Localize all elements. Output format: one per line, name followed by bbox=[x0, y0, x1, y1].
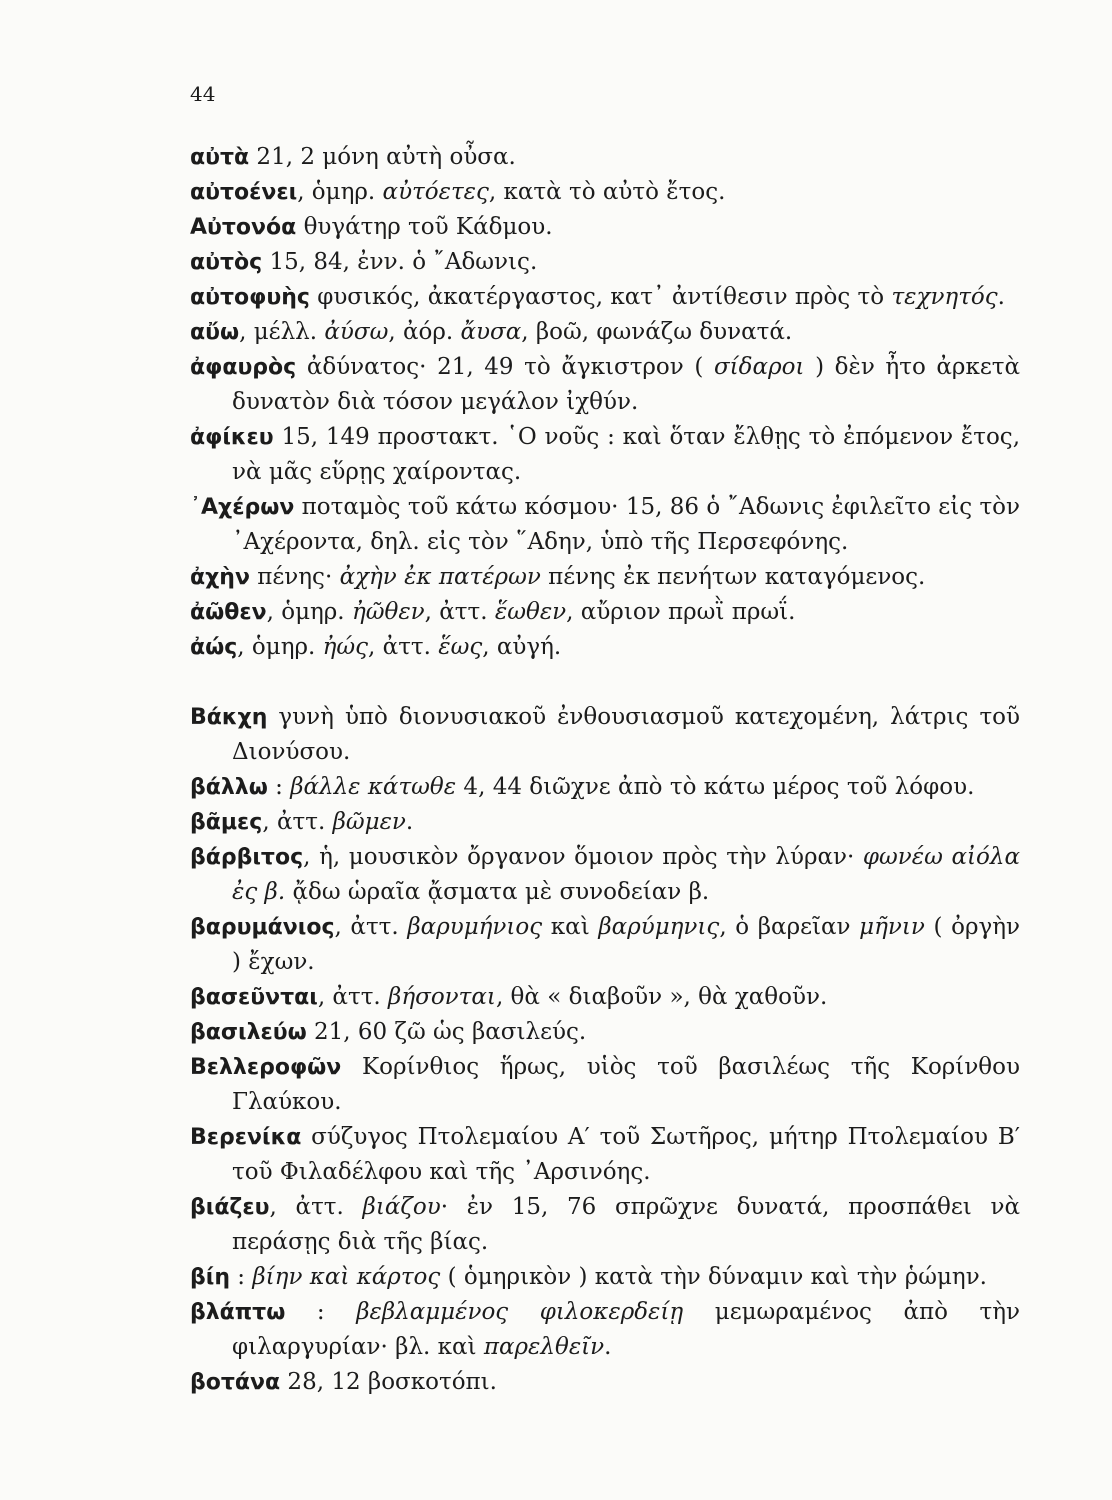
entry-headword: αὐτὸς bbox=[190, 250, 263, 275]
entry-definition-text: 15, 149 προστακτ. ῾Ο νοῦς : καὶ ὅταν ἔλθῃς τὸ ἐπόμενον ἔτος, νὰ μᾶς εὕρῃς χαίροντας. bbox=[232, 424, 1020, 485]
entry-definition-text: ἀδύνατος· 21, 49 τὸ ἄγκιστρον ( bbox=[296, 354, 714, 380]
entry-definition-text: , ὁμηρ. bbox=[266, 599, 352, 625]
glossary-entry bbox=[190, 1365, 1020, 1400]
entry-citation-italic: βεβλαμμένος φιλοκερδείῃ bbox=[356, 1299, 684, 1325]
entry-headword: Βελλεροφῶν bbox=[190, 1055, 342, 1080]
entry-citation-italic: ἕωθεν bbox=[494, 599, 567, 625]
entry-definition-text: ᾄδω ὡραῖα ᾄσματα μὲ συνοδείαν β. bbox=[285, 879, 710, 905]
glossary-entry bbox=[190, 805, 1020, 840]
glossary-entry bbox=[190, 700, 1020, 770]
entry-definition-text: 21, 2 μόνη αὐτὴ οὖσα. bbox=[249, 144, 516, 170]
entry-headword: αὔω bbox=[190, 320, 240, 345]
entry-definition-text: , θὰ « διαβοῦν », θὰ χαθοῦν. bbox=[495, 984, 828, 1010]
entry-citation-italic: παρελθεῖν bbox=[483, 1334, 605, 1360]
entry-citation-italic: βῶμεν bbox=[332, 809, 406, 835]
entry-definition-text: , αὐγή. bbox=[482, 634, 562, 660]
entry-headword: αὐτοένει bbox=[190, 180, 298, 205]
entry-citation-italic: αὐτόετες bbox=[382, 179, 489, 205]
entry-definition-text: , αὔριον πρωῒ πρωΐ. bbox=[566, 599, 796, 625]
entry-citation-italic: μῆνιν bbox=[859, 914, 925, 940]
entry-citation-italic: βαρυμήνιος bbox=[407, 914, 543, 940]
entry-definition-text: , ὁ βαρεῖαν bbox=[719, 914, 860, 940]
entry-headword: ᾽Αχέρων bbox=[190, 495, 295, 520]
entry-headword: ἀφαυρὸς bbox=[190, 355, 297, 380]
entry-citation-italic: βήσονται bbox=[388, 984, 496, 1010]
entry-definition-text: φυσικός, ἀκατέργαστος, κατ᾽ ἀντίθεσιν πρὸς τὸ bbox=[309, 284, 892, 310]
entry-definition-text: , ἀόρ. bbox=[388, 319, 461, 345]
page-number: 44 bbox=[190, 82, 216, 106]
glossary-entry bbox=[190, 840, 1020, 910]
entry-definition-text: , βοῶ, φωνάζω δυνατά. bbox=[521, 319, 793, 345]
glossary-entry bbox=[190, 770, 1020, 805]
entry-definition-text: , ἀττ. bbox=[262, 809, 333, 835]
entry-definition-text: . bbox=[997, 284, 1005, 310]
entry-citation-italic: βάλλε κάτωθε bbox=[290, 774, 457, 800]
entry-definition-text: 15, 84, ἐνν. ὁ ῎Αδωνις. bbox=[262, 249, 538, 275]
entry-definition-text: ( ὁμηρικὸν ) κατὰ τὴν δύναμιν καὶ τὴν ῥώμην. bbox=[440, 1264, 987, 1290]
entry-definition-text: , ἀττ. bbox=[269, 1194, 363, 1220]
entry-definition-text: · ἐν 15, 76 σπρῶχνε δυνατά, προσπάθει νὰ περάσῃς διὰ τῆς βίας. bbox=[232, 1194, 1020, 1255]
glossary-entry bbox=[190, 210, 1020, 245]
entry-headword: ἀώς bbox=[190, 635, 238, 660]
glossary-entry bbox=[190, 1260, 1020, 1295]
glossary-entry bbox=[190, 910, 1020, 980]
entry-citation-italic: βιάζου bbox=[362, 1194, 441, 1220]
entry-definition-text: γυνὴ ὑπὸ διονυσιακοῦ ἐνθουσιασμοῦ κατεχομένη, λάτρις τοῦ Διονύσου. bbox=[232, 704, 1020, 765]
entry-headword: βίη bbox=[190, 1265, 230, 1290]
entry-headword: βασεῦνται bbox=[190, 985, 318, 1010]
entry-headword: αὐτοφυὴς bbox=[190, 285, 310, 310]
glossary-entry bbox=[190, 420, 1020, 490]
entry-definition-text: πένης· bbox=[249, 564, 340, 590]
entry-definition-text: , ἀττ. bbox=[424, 599, 495, 625]
entry-headword: Βερενίκα bbox=[190, 1125, 302, 1150]
glossary-entry bbox=[190, 630, 1020, 665]
entry-headword: βοτάνα bbox=[190, 1370, 281, 1395]
entry-definition-text: πένης ἐκ πενήτων καταγόμενος. bbox=[540, 564, 926, 590]
glossary-entry bbox=[190, 1190, 1020, 1260]
entry-definition-text: ) δὲν ἦτο ἀρκετὰ δυνατὸν διὰ τόσον μεγάλον ἰχθύν. bbox=[232, 354, 1020, 415]
entry-citation-italic: ἠῶθεν bbox=[351, 599, 425, 625]
entry-definition-text: : bbox=[229, 1264, 253, 1290]
entry-definition-text: ( ὀργὴν ) ἔχων. bbox=[232, 914, 1021, 975]
entry-definition-text: , ὁμηρ. bbox=[237, 634, 323, 660]
entry-definition-text: , ἀττ. bbox=[334, 914, 408, 940]
glossary-entry bbox=[190, 595, 1020, 630]
entry-definition-text: : bbox=[267, 774, 291, 800]
entry-definition-text: Κορίνθιος ἥρως, υἱὸς τοῦ βασιλέως τῆς Κορίνθου Γλαύκου. bbox=[232, 1054, 1020, 1115]
entry-definition-text: , μέλλ. bbox=[239, 319, 325, 345]
entry-headword: βάρβιτος bbox=[190, 845, 304, 870]
glossary-entry bbox=[190, 280, 1020, 315]
entry-citation-italic: ἀύσω bbox=[324, 319, 389, 345]
glossary-entry bbox=[190, 560, 1020, 595]
entry-headword: βλάπτω bbox=[190, 1300, 286, 1325]
glossary-entry bbox=[190, 490, 1020, 560]
entry-headword: βιάζευ bbox=[190, 1195, 270, 1220]
entry-definition-text: . bbox=[604, 1334, 612, 1360]
entry-citation-italic: τεχνητός bbox=[891, 284, 998, 310]
entry-citation-italic: ἠώς bbox=[322, 634, 369, 660]
glossary-entry bbox=[190, 140, 1020, 175]
entry-headword: ἀχὴν bbox=[190, 565, 250, 590]
entry-definition-text: : bbox=[285, 1299, 357, 1325]
entry-headword: βᾶμες bbox=[190, 810, 263, 835]
entry-definition-text: , ὁμηρ. bbox=[297, 179, 383, 205]
glossary-entries bbox=[190, 140, 1020, 1400]
entry-headword: βασιλεύω bbox=[190, 1020, 307, 1045]
glossary-entry bbox=[190, 315, 1020, 350]
entry-citation-italic: ἕως bbox=[438, 634, 483, 660]
glossary-entry bbox=[190, 175, 1020, 210]
entry-definition-text: , ἀττ. bbox=[368, 634, 439, 660]
entry-headword: βάλλω bbox=[190, 775, 268, 800]
entry-definition-text: 4, 44 διῶχνε ἀπὸ τὸ κάτω μέρος τοῦ λόφου. bbox=[456, 774, 975, 800]
entry-definition-text: , ἡ, μουσικὸν ὄργανον ὅμοιον πρὸς τὴν λύραν· bbox=[303, 844, 863, 870]
entry-definition-text: σύζυγος Πτολεμαίου Α′ τοῦ Σωτῆρος, μήτηρ Πτολεμαίου Β′ τοῦ Φιλαδέλφου καὶ τῆς ᾽Αρσινόης. bbox=[232, 1124, 1020, 1185]
entry-citation-italic: φωνέω αἰόλα ἐς β. bbox=[232, 844, 1020, 905]
entry-headword: αὐτὰ bbox=[190, 145, 250, 170]
entry-headword: βαρυμάνιος bbox=[190, 915, 335, 940]
entry-headword: Αὐτονόα bbox=[190, 215, 297, 240]
glossary-entry bbox=[190, 245, 1020, 280]
entry-citation-italic: βίην καὶ κάρτος bbox=[252, 1264, 441, 1290]
glossary-entry bbox=[190, 1050, 1020, 1120]
entry-citation-italic: ἄυσα bbox=[460, 319, 522, 345]
entry-headword: Βάκχη bbox=[190, 705, 268, 730]
entry-headword: ἀφίκευ bbox=[190, 425, 274, 450]
entry-definition-text: ποταμὸς τοῦ κάτω κόσμου· 15, 86 ὁ ῎Αδωνις ἐφιλεῖτο εἰς τὸν ᾽Αχέροντα, δηλ. εἰς τὸν ῞Αδην, ὑπὸ τῆς Περσεφόνης. bbox=[232, 494, 1020, 555]
entry-citation-italic: ἀχὴν ἐκ πατέρων bbox=[339, 564, 541, 590]
entry-definition-text: θυγάτηρ τοῦ Κάδμου. bbox=[296, 214, 553, 240]
entry-definition-text: , ἀττ. bbox=[317, 984, 389, 1010]
entry-definition-text: . bbox=[405, 809, 414, 835]
entry-definition-text: μεμωραμένος ἀπὸ τὴν φιλαργυρίαν· βλ. καὶ bbox=[232, 1299, 1020, 1360]
entry-citation-italic: σίδαροι bbox=[713, 354, 805, 380]
entry-definition-text: 21, 60 ζῶ ὡς βασιλεύς. bbox=[306, 1019, 587, 1045]
entry-definition-text: 28, 12 βοσκοτόπι. bbox=[280, 1369, 497, 1395]
entry-definition-text: , κατὰ τὸ αὐτὸ ἔτος. bbox=[488, 179, 726, 205]
glossary-entry bbox=[190, 1015, 1020, 1050]
entry-definition-text: καὶ bbox=[542, 914, 599, 940]
glossary-entry bbox=[190, 350, 1020, 420]
entry-headword: ἀῶθεν bbox=[190, 600, 267, 625]
glossary-entry bbox=[190, 1120, 1020, 1190]
entry-citation-italic: βαρύμηνις bbox=[598, 914, 720, 940]
glossary-entry bbox=[190, 980, 1020, 1015]
glossary-entry bbox=[190, 1295, 1020, 1365]
